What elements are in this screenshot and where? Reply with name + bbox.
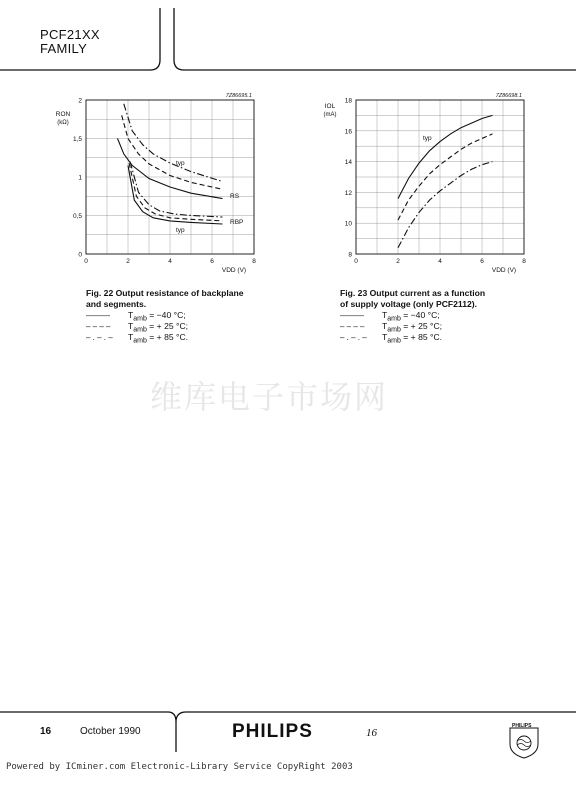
figure-23-legend-row: – – – – $T_{amb}$ = + 25 °C; xyxy=(340,321,443,334)
publication-date: October 1990 xyxy=(80,726,141,737)
x-tick-label: 0 xyxy=(84,258,88,265)
x-tick-label: 0 xyxy=(354,258,358,265)
y-axis-label: RON xyxy=(55,111,71,118)
y-axis-label: IOL xyxy=(324,103,336,110)
y-tick-label: 12 xyxy=(344,189,352,197)
figure-23-legend-row: – . – . – $T_{amb}$ = + 85 °C. xyxy=(340,332,443,345)
y-tick-label: 1,5 xyxy=(72,136,82,143)
y-tick-label: 14 xyxy=(344,159,352,167)
x-axis-label: VDD (V) xyxy=(221,267,247,274)
figure-23-legend-row: ——— $T_{amb} = -40$ °C; xyxy=(340,310,440,323)
y-tick-label: 18 xyxy=(344,97,352,105)
figure-22-legend-row: ——— $T_{amb} = -40$ °C; xyxy=(86,310,186,323)
curve-annotation: typ xyxy=(176,160,185,167)
powered-by-footer: Powered by ICminer.com Electronic-Library Service CopyRight 2003 xyxy=(6,762,353,772)
x-tick-label: 8 xyxy=(522,258,526,265)
figure-22-caption xyxy=(86,288,276,343)
page-number: 16 xyxy=(40,726,52,737)
figure-code: 7Z86695.1 xyxy=(225,93,252,99)
figure-22-legend-row: – – – – $T_{amb}$ = + 25 °C; xyxy=(86,321,189,334)
watermark-text: 维库电子市场网 xyxy=(150,378,389,416)
figure-code: 7Z86698.1 xyxy=(495,93,522,99)
x-tick-label: 2 xyxy=(396,258,400,265)
figure-23-caption-title: Fig. 23 Output current as a function xyxy=(340,288,486,298)
title-line-1: PCF21XX xyxy=(40,27,100,42)
title-line-2: FAMILY xyxy=(40,41,88,56)
y-tick-label: 8 xyxy=(348,251,352,259)
curve-annotation: typ xyxy=(176,227,185,234)
y-tick-label: 10 xyxy=(344,220,352,228)
brand-logo-text: PHILIPS xyxy=(232,721,313,742)
y-tick-label: 0 xyxy=(78,251,82,259)
y-tick-label: 16 xyxy=(344,128,352,136)
figure-23-caption xyxy=(340,288,540,343)
y-axis-unit: (kΩ) xyxy=(57,120,69,126)
y-tick-label: 2 xyxy=(78,97,82,105)
y-tick-label: 0,5 xyxy=(72,213,82,220)
x-tick-label: 2 xyxy=(126,258,130,265)
figure-22-caption-title: Fig. 22 Output resistance of backplane xyxy=(86,288,244,298)
figure-22-legend-row: – . – . – $T_{amb}$ = + 85 °C. xyxy=(86,332,189,345)
x-axis-label: VDD (V) xyxy=(491,267,517,274)
x-tick-label: 6 xyxy=(480,258,484,265)
curve-annotation: RBP xyxy=(230,219,244,226)
x-tick-label: 4 xyxy=(168,258,172,265)
handwritten-note: 16 xyxy=(366,727,377,739)
series-line-solid xyxy=(398,115,493,198)
curve-annotation: RS xyxy=(230,193,240,200)
x-tick-label: 6 xyxy=(210,258,214,265)
series-line-dashdot xyxy=(398,162,493,248)
shield-logo-text: PHILIPS xyxy=(512,723,532,729)
x-tick-label: 4 xyxy=(438,258,442,265)
figure-23-caption-title-2: of supply voltage (only PCF2112). xyxy=(340,299,478,309)
x-tick-label: 8 xyxy=(252,258,256,265)
y-tick-label: 1 xyxy=(78,174,82,182)
figure-22-caption-title-2: and segments. xyxy=(86,299,147,309)
curve-annotation: typ xyxy=(423,135,432,142)
y-axis-unit: (mA) xyxy=(323,112,337,118)
